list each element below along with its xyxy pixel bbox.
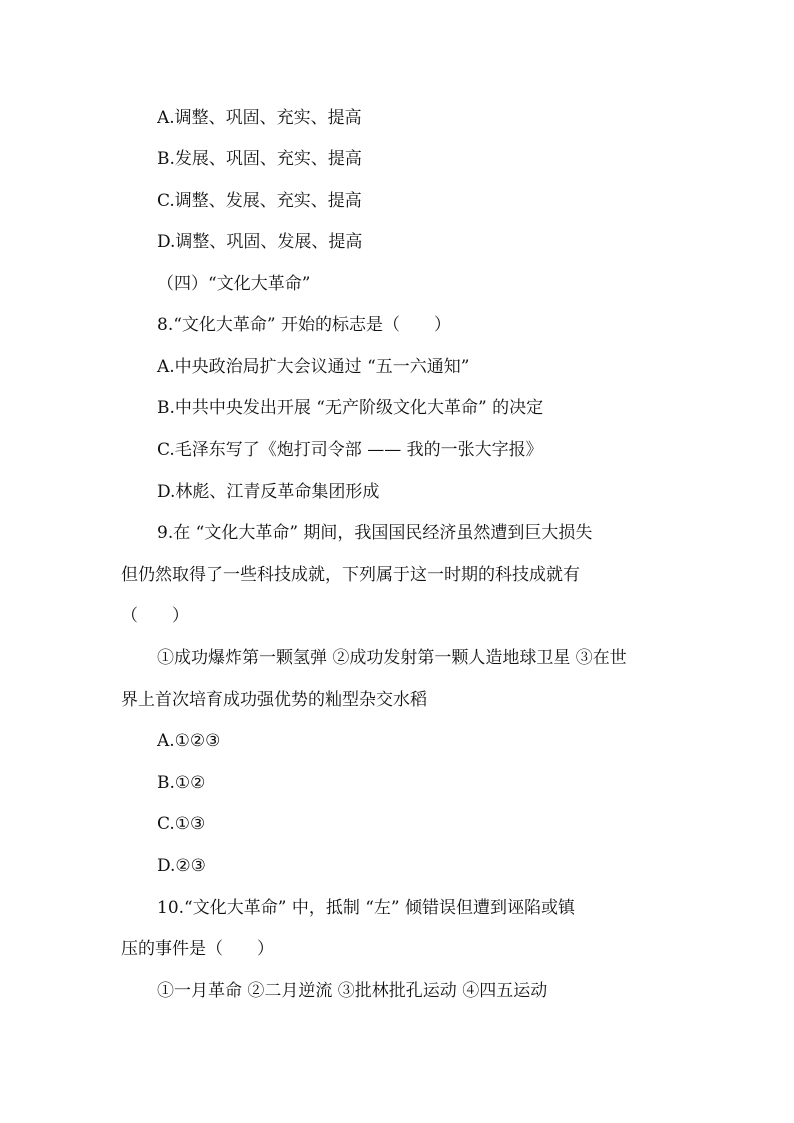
- q9-items-line-1: ①成功爆炸第一颗氢弹 ②成功发射第一颗人造地球卫星 ③在世: [157, 648, 627, 668]
- q8-option-c: C.毛泽东写了《炮打司令部 —— 我的一张大字报》: [157, 440, 543, 460]
- q9-option-a: A.①②③: [157, 731, 221, 751]
- q7-option-d: D.调整、巩固、发展、提高: [157, 232, 363, 252]
- q9-items-line-2: 界上首次培育成功强优势的籼型杂交水稻: [121, 690, 427, 710]
- q8-option-d: D.林彪、江青反革命集团形成: [157, 482, 380, 502]
- q7-option-a: A.调整、巩固、充实、提高: [157, 108, 362, 128]
- q9-stem-line-1: 9.在 “文化大革命” 期间，我国国民经济虽然遭到巨大损失: [157, 523, 593, 543]
- section-title: （四）“文化大革命”: [157, 274, 311, 294]
- q10-items: ①一月革命 ②二月逆流 ③批林批孔运动 ④四五运动: [157, 981, 548, 1001]
- q9-option-d: D.②③: [157, 856, 206, 876]
- q8-option-b: B.中共中央发出开展 “无产阶级文化大革命” 的决定: [157, 398, 544, 418]
- q9-option-b: B.①②: [157, 773, 206, 793]
- q10-stem-line-2: 压的事件是（ ）: [121, 939, 274, 959]
- q10-stem-line-1: 10.“文化大革命” 中，抵制 “左” 倾错误但遭到诬陷或镇: [157, 898, 576, 918]
- q7-option-c: C.调整、发展、充实、提高: [157, 191, 362, 211]
- q8-stem: 8.“文化大革命” 开始的标志是（ ）: [157, 315, 452, 335]
- q7-option-b: B.发展、巩固、充实、提高: [157, 149, 362, 169]
- q9-stem-line-2: 但仍然取得了一些科技成就，下列属于这一时期的科技成就有: [121, 565, 580, 585]
- q8-option-a: A.中央政治局扩大会议通过 “五一六通知”: [157, 357, 470, 377]
- q9-stem-line-3: （ ）: [121, 606, 189, 626]
- q9-option-c: C.①③: [157, 814, 206, 834]
